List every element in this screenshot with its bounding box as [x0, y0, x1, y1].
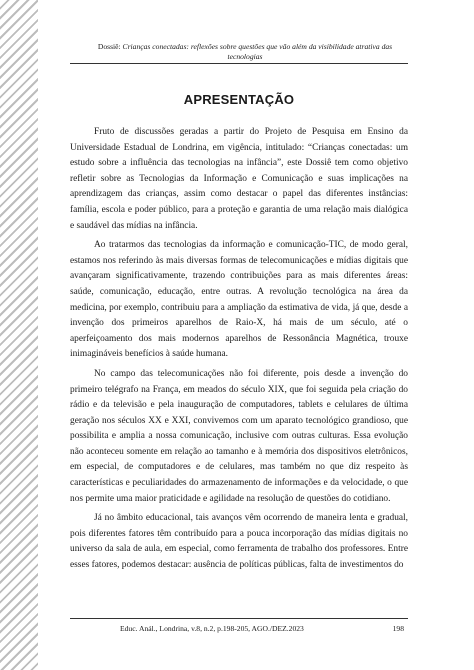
decorative-stripe-band — [0, 0, 38, 670]
paragraph: Já no âmbito educacional, tais avanços vêm ocorrendo de maneira lenta e gradual, pois diferentes fatores têm contribuído para a pouca incorporação das mídias digitais no universo da sala de aula, em especial, como ferramenta de trabalho dos professores. Entre esses fatores, podemos destacar: ausência de políticas públicas, falta de investimentos do — [70, 513, 408, 571]
running-footer — [70, 618, 408, 633]
body-text — [70, 125, 408, 578]
paragraph: Fruto de discussões geradas a partir do Projeto de Pesquisa em Ensino da Universidade Estadual de Londrina, em vigência, intitulado: “Crianças conectadas: um estudo sobre a influência das tecnologias na infância”, este Dossiê tem como objetivo refletir sobre as Tecnologias da Informação e Comunicação e suas implicações na aprendizagem das crianças, assim como destacar o papel das diferentes instâncias: família, escola e poder público, para a proteção e garantia de uma relação mais dialógica e saudável das mídias na infância. — [70, 127, 408, 231]
running-header — [80, 42, 410, 61]
header-label: Dossiê: — [97, 42, 121, 51]
page-number: 198 — [392, 624, 404, 633]
section-title: APRESENTAÇÃO — [183, 92, 295, 107]
paragraph: Ao tratarmos das tecnologias da informação e comunicação-TIC, de modo geral, estamos nos referindo às mais diversas formas de telecomunicações e mídias digitais que avançaram significativamente, trazendo contribuições para as mais diferentes áreas: saúde, comunicação, educação, entre outras. A revolução tecnológica na área da medicina, por exemplo, contribuiu para a ampliação da estimativa de vida, já que, desde a invenção dos primeiros aparelhos de Raio-X, há mais de um século, até o aperfeiçoamento dos mais modernos aparelhos de Ressonância Magnética, trouxe inimagináveis benefícios à saúde humana. — [70, 240, 408, 360]
header-divider — [70, 63, 408, 64]
footer-citation: Educ. Anál., Londrina, v.8, n.2, p.198-205, AGO./DEZ.2023 — [120, 624, 304, 633]
paragraph: No campo das telecomunicações não foi diferente, pois desde a invenção do primeiro telégrafo na França, em meados do século XIX, que foi seguida pela criação do rádio e da televisão e pela inauguração de computadores, tablets e celulares de última geração nos séculos XX e XXI, convivemos com um aparato tecnológico grandioso, que possibilita e amplia a nossa comunicação, inclusive com outras culturas. Essa evolução não aconteceu somente em relação ao tamanho e à memória dos dispositivos eletrônicos, em especial, de computadores e de celulares, mas também no que diz respeito às características e peculiaridades do armazenamento de informações e da velocidade, o que nos permite uma maior praticidade e agilidade na resolução de questões do cotidiano. — [70, 368, 408, 504]
header-title: Crianças conectadas: reflexões sobre questões que vão além da visibilidade atrativa das tecnologias — [122, 42, 393, 61]
